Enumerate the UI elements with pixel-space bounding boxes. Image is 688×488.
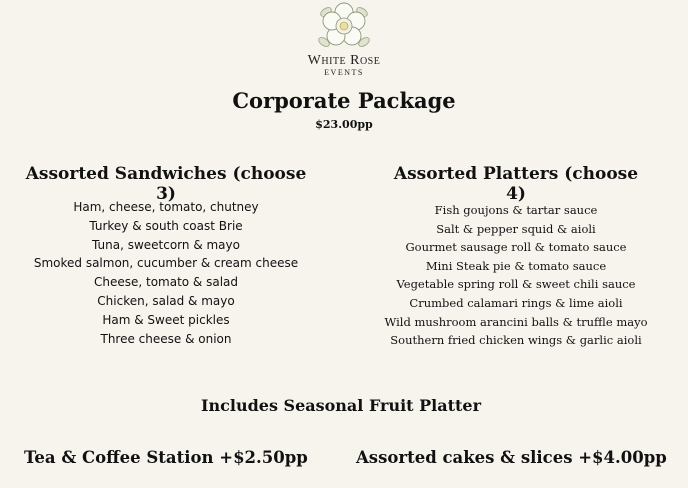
list-item: Vegetable spring roll & sweet chili sauce (396, 277, 636, 292)
list-item: Ham & Sweet pickles (102, 312, 230, 327)
list-item: Fish goujons & tartar sauce (434, 203, 598, 217)
list-item: Crumbed calamari rings & lime aioli (409, 295, 623, 310)
platters-list (362, 201, 670, 350)
list-item: Mini Steak pie & tomato sauce (425, 258, 607, 273)
includes-line: Includes Seasonal Fruit Platter (201, 396, 481, 415)
brand-subtitle: EVENTS (324, 68, 364, 77)
package-title: Corporate Package (232, 88, 456, 113)
list-item: Ham, cheese, tomato, chutney (73, 200, 259, 214)
cakes-slices-addon: Assorted cakes & slices +$4.00pp (356, 448, 667, 467)
list-item: Cheese, tomato & salad (93, 275, 239, 290)
list-item: Southern fried chicken wings & garlic aioli (390, 333, 642, 348)
list-item: Tuna, sweetcorn & mayo (92, 237, 240, 252)
list-item: Wild mushroom arancini balls & truffle mayo (384, 314, 648, 329)
list-item: Turkey & south coast Brie (89, 218, 243, 233)
platters-heading: Assorted Platters (choose 4) (393, 164, 639, 204)
white-rose-icon (312, 2, 376, 52)
list-item: Smoked salmon, cucumber & cream cheese (33, 256, 299, 271)
list-item: Gourmet sausage roll & tomato sauce (405, 240, 627, 255)
list-item: Three cheese & onion (100, 331, 232, 346)
sandwiches-heading: Assorted Sandwiches (choose 3) (25, 164, 307, 204)
list-item: Chicken, salad & mayo (97, 293, 235, 308)
tea-coffee-addon: Tea & Coffee Station +$2.50pp (24, 448, 308, 467)
package-price: $23.00pp (315, 118, 373, 131)
list-item: Salt & pepper squid & aioli (436, 221, 596, 236)
brand-name: White Rose (307, 53, 381, 68)
sandwiches-list (14, 198, 318, 348)
